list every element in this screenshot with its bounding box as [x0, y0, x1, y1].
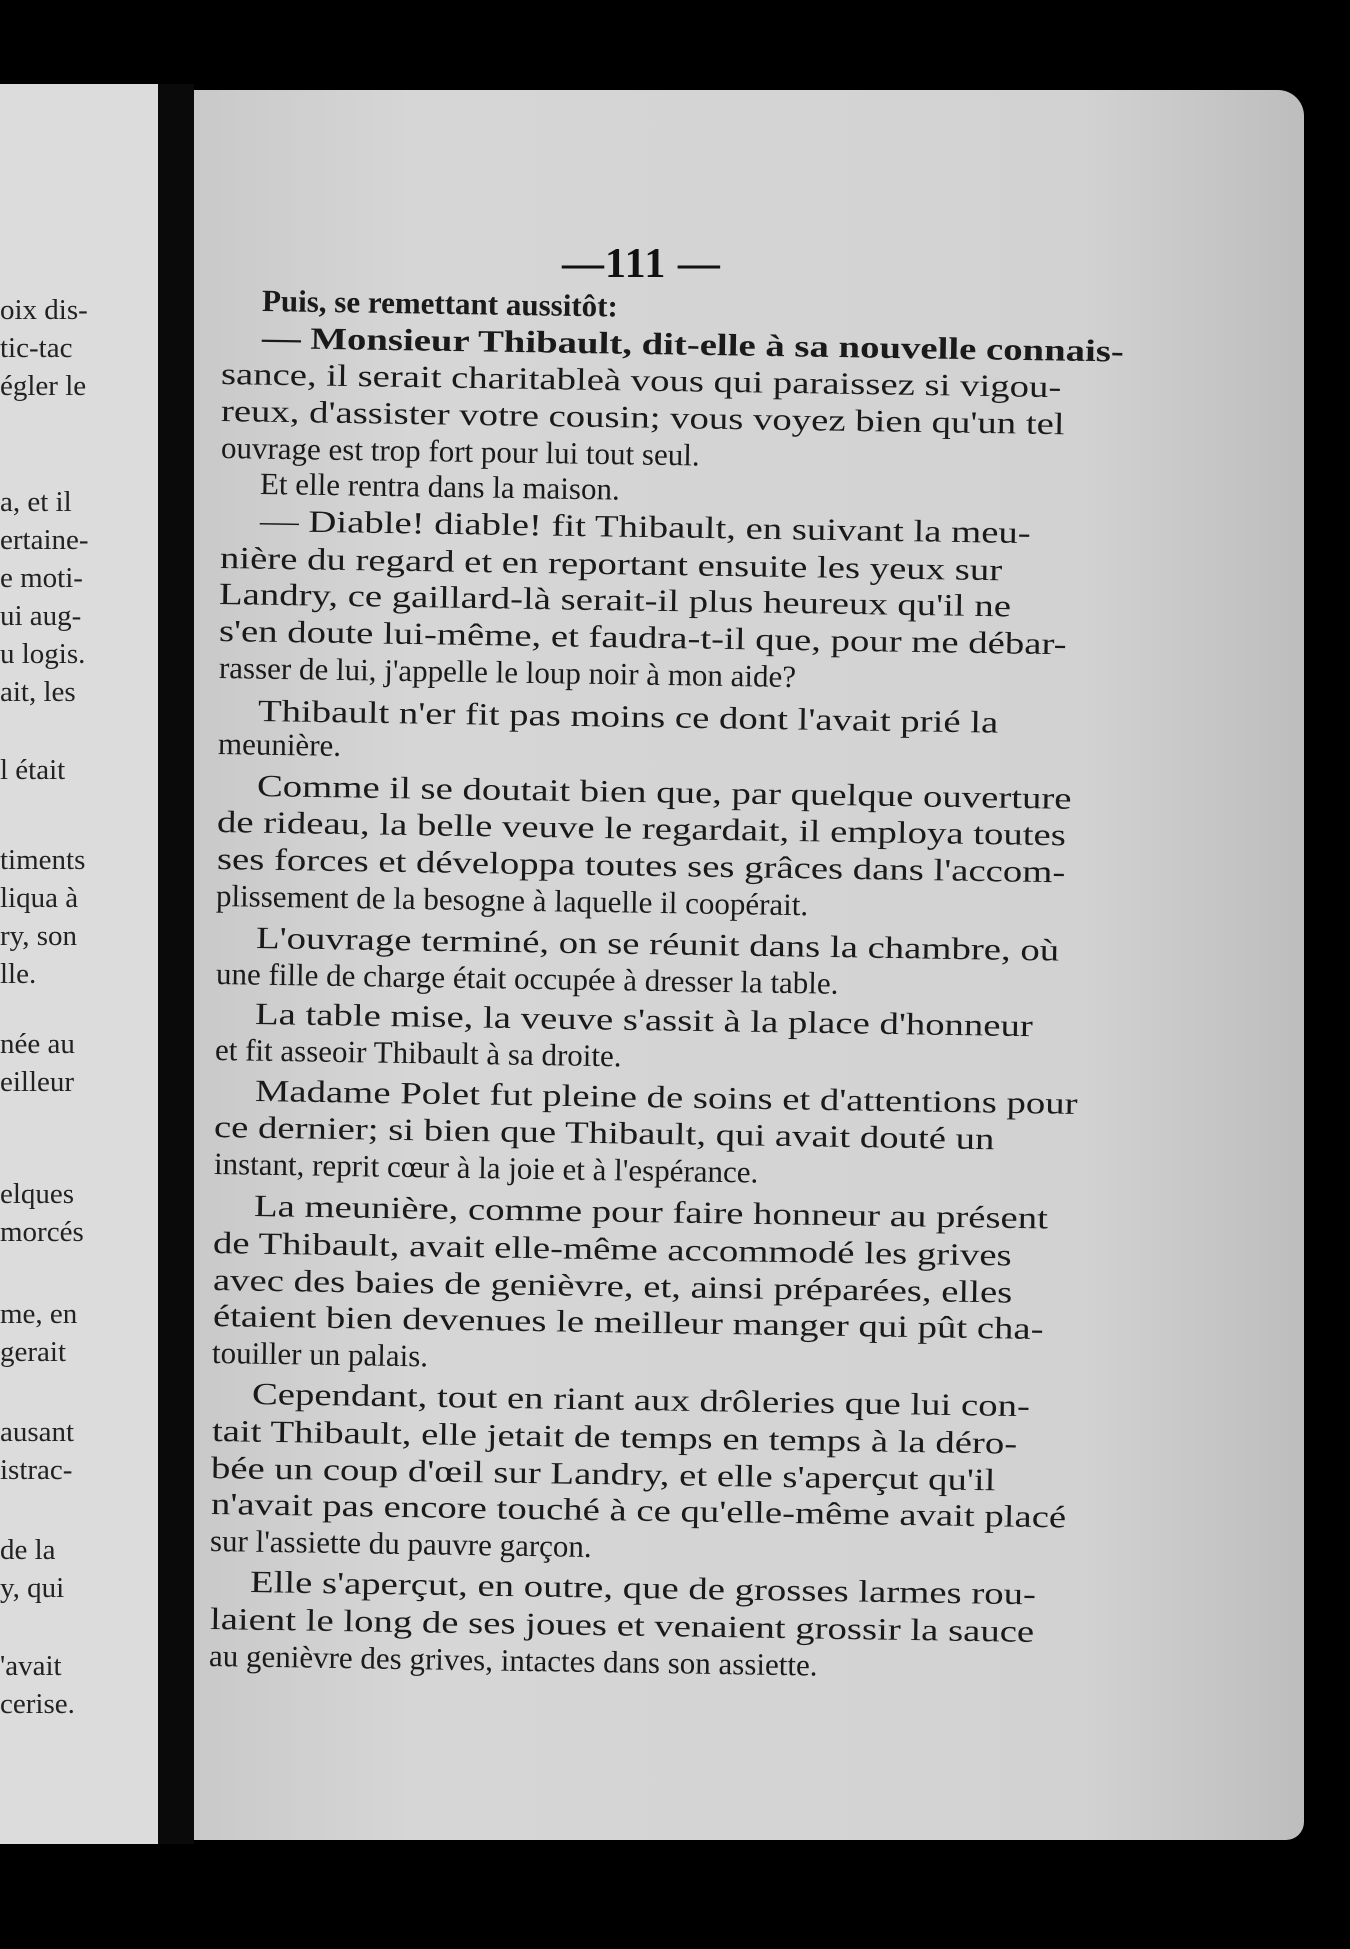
- text-line: Landry, ce gaillard-là serait-il plus heureux qu'il ne: [218, 576, 1012, 624]
- text-line: avec des baies de genièvre, et, ainsi préparées, elles: [212, 1262, 1013, 1310]
- page-number: —111 —: [562, 241, 721, 287]
- text-line: et fit asseoir Thibault à sa droite.: [214, 1032, 622, 1074]
- text-line: — Monsieur Thibault, dit-elle à sa nouvelle connais-: [261, 320, 1124, 369]
- text-line: rasser de lui, j'appelle le loup noir à mon aide?: [218, 650, 796, 695]
- text-line: bée un coup d'œil sur Landry, et elle s'aperçut qu'il: [210, 1450, 996, 1498]
- text-line: étaient bien devenues le meilleur manger qui pût cha-: [212, 1298, 1044, 1347]
- left-text-line: eilleur: [0, 1066, 75, 1098]
- left-text-line: liqua à: [0, 882, 79, 914]
- left-page-fragment: [0, 84, 158, 1844]
- text-line: de rideau, la belle veuve le regardait, il employa toutes: [216, 804, 1067, 853]
- left-text-line: cerise.: [0, 1688, 75, 1720]
- left-text-line: ait, les: [0, 676, 76, 708]
- text-line: Comme il se doutait bien que, par quelque ouverture: [257, 768, 1073, 816]
- left-text-line: gerait: [0, 1336, 67, 1368]
- left-text-line: née au: [0, 1028, 75, 1060]
- text-line: ouvrage est trop fort pour lui tout seul.: [220, 430, 700, 473]
- text-line: de Thibault, avait elle-même accommodé les grives: [212, 1225, 1013, 1273]
- text-line: tait Thibault, elle jetait de temps en temps à la déro-: [211, 1413, 1017, 1461]
- left-text-line: morcés: [0, 1216, 84, 1248]
- left-text-line: istrac-: [0, 1454, 73, 1486]
- left-text-line: de la: [0, 1534, 56, 1566]
- text-line: sur l'assiette du pauvre garçon.: [210, 1523, 593, 1564]
- left-text-line: ry, son: [0, 920, 78, 952]
- text-line: L'ouvrage terminé, on se réunit dans la chambre, où: [255, 920, 1060, 968]
- left-text-line: y, qui: [0, 1572, 65, 1604]
- left-text-line: a, et il: [0, 486, 72, 518]
- book-page: [194, 90, 1304, 1840]
- text-line: La table mise, la veuve s'assit à la place d'honneur: [255, 996, 1034, 1044]
- text-line: Thibault n'er fit pas moins ce dont l'avait prié la: [257, 693, 999, 740]
- left-text-line: ausant: [0, 1416, 75, 1448]
- left-text-line: tic-tac: [0, 332, 73, 364]
- left-text-line: e moti-: [0, 562, 83, 594]
- text-line: Madame Polet fut pleine de soins et d'attentions pour: [254, 1073, 1078, 1121]
- left-text-line: u logis.: [0, 638, 86, 670]
- left-text-line: lle.: [0, 958, 37, 990]
- text-line: meunière.: [217, 726, 342, 763]
- text-line: ses forces et développa toutes ses grâces dans l'accom-: [216, 841, 1066, 890]
- text-line: sance, il serait charitableà vous qui paraissez si vigou-: [221, 356, 1062, 405]
- left-text-line: 'avait: [0, 1650, 62, 1682]
- text-line: ce dernier; si bien que Thibault, qui avait douté un: [214, 1109, 996, 1157]
- text-line: La meunière, comme pour faire honneur au présent: [253, 1188, 1048, 1236]
- left-text-line: me, en: [0, 1298, 78, 1330]
- book-binding-gutter: [158, 84, 194, 1844]
- text-line: plissement de la besogne à laquelle il coopérait.: [216, 878, 809, 923]
- text-line: une fille de charge était occupée à dresser la table.: [215, 956, 839, 1001]
- left-text-line: ertaine-: [0, 524, 89, 556]
- text-line: Cependant, tout en riant aux drôleries que lui con-: [251, 1376, 1031, 1424]
- text-line: instant, reprit cœur à la joie et à l'espérance.: [213, 1146, 759, 1190]
- text-line: — Diable! diable! fit Thibault, en suivant la meu-: [259, 503, 1031, 551]
- left-text-line: égler le: [0, 370, 87, 402]
- left-text-line: elques: [0, 1178, 75, 1210]
- text-line: n'avait pas encore touché à ce qu'elle-même avait placé: [210, 1486, 1067, 1535]
- text-line: Et elle rentra dans la maison.: [259, 466, 621, 507]
- text-line: au genièvre des grives, intactes dans son assiette.: [209, 1638, 819, 1683]
- left-text-line: timents: [0, 844, 86, 876]
- left-text-line: oix dis-: [0, 294, 88, 326]
- text-line: touiller un palais.: [211, 1335, 429, 1374]
- left-text-line: l était: [0, 754, 66, 786]
- left-text-line: ui aug-: [0, 600, 82, 632]
- text-line: Puis, se remettant aussitôt:: [261, 283, 619, 324]
- text-line: laient le long de ses joues et venaient grossir la sauce: [209, 1601, 1035, 1649]
- text-line: Elle s'aperçut, en outre, que de grosses larmes rou-: [249, 1564, 1037, 1612]
- text-line: nière du regard et en reportant ensuite les yeux sur: [219, 540, 1002, 588]
- text-line: s'en doute lui-même, et faudra-t-il que, pour me débar-: [218, 613, 1067, 662]
- text-line: reux, d'assister votre cousin; vous voyez bien qu'un tel: [220, 393, 1065, 442]
